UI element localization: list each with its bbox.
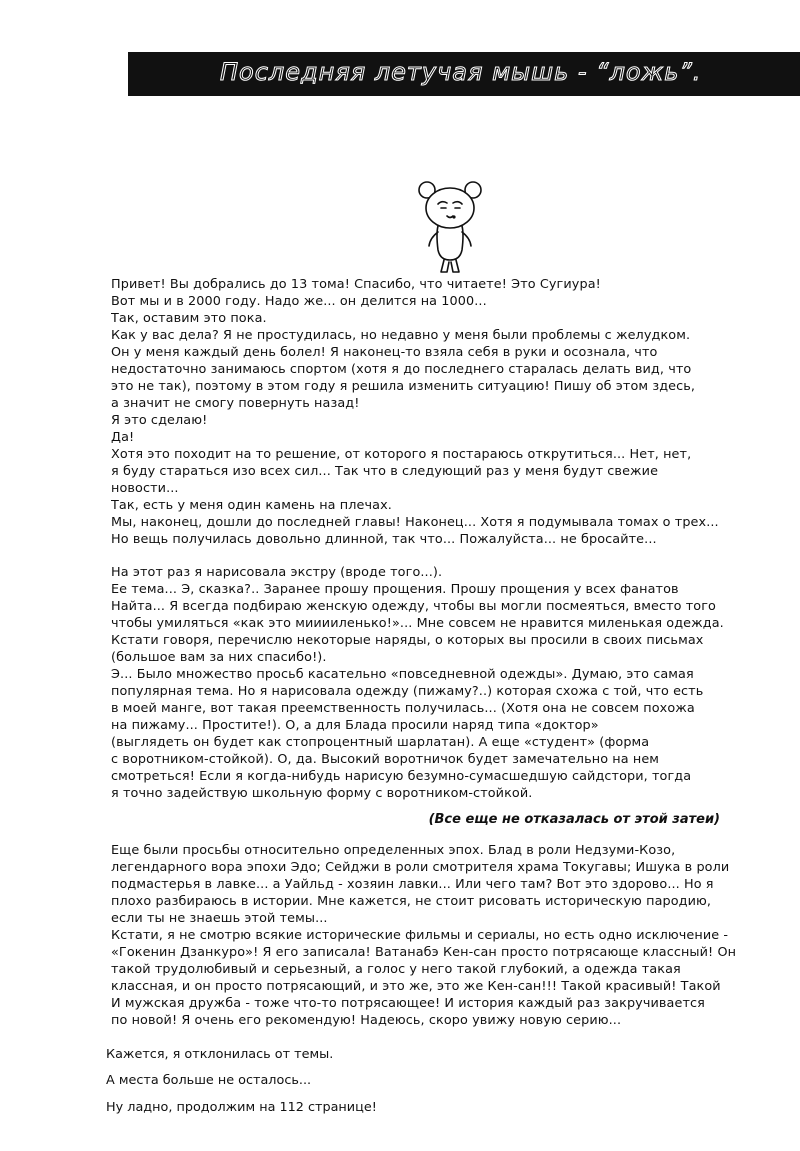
text-line: по новой! Я очень его рекомендую! Надеюсь, скоро увижу новую серию... xyxy=(111,1013,622,1028)
text-line: Он у меня каждый день болел! Я наконец-то взяла себя в руки и осознала, что xyxy=(111,345,658,360)
closing-line: А места больше не осталось... xyxy=(106,1073,312,1088)
text-line: а значит не смогу повернуть назад! xyxy=(111,396,360,411)
title-banner xyxy=(128,52,800,96)
text-line: Найта... Я всегда подбираю женскую одежду, чтобы вы могли посмеяться, вместо того xyxy=(111,599,716,614)
text-line: недостаточно занимаюсь спортом (хотя я до последнего старалась делать вид, что xyxy=(111,362,692,377)
page-title: Последняя летучая мышь - “ложь”. xyxy=(220,58,702,86)
text-line: (выглядеть он будет как стопроцентный шарлатан). А еще «студент» (форма xyxy=(111,735,650,750)
side-note: (Все еще не отказалась от этой затеи) xyxy=(428,812,720,827)
text-line: классная, и он просто потрясающий, и это же, это же Кен-сан!!! Такой красивый! Такой xyxy=(111,979,721,994)
text-line: Так, оставим это пока. xyxy=(111,311,267,326)
text-line: Да! xyxy=(111,430,135,445)
text-line: Кстати говоря, перечислю некоторые наряды, о которых вы просили в своих письмах xyxy=(111,633,704,648)
text-line: плохо разбираюсь в истории. Мне кажется, не стоит рисовать историческую пародию, xyxy=(111,894,712,909)
text-line: Ее тема... Э, сказка?.. Заранее прошу прощения. Прошу прощения у всех фанатов xyxy=(111,582,679,597)
extra-paragraph xyxy=(111,564,771,802)
text-line: На этот раз я нарисовала экстру (вроде того...). xyxy=(111,565,443,580)
text-line: Так, есть у меня один камень на плечах. xyxy=(111,498,392,513)
text-line: я буду стараться изо всех сил... Так что в следующий раз у меня будут свежие xyxy=(111,464,659,479)
text-line: Хотя это походит на то решение, от которого я постараюсь открутиться... Нет, нет, xyxy=(111,447,692,462)
intro-paragraph xyxy=(111,276,771,548)
text-line: с воротником-стойкой). О, да. Высокий воротничок будет замечательно на нем xyxy=(111,752,660,767)
text-line: И мужская дружба - тоже что-то потрясающее! И история каждый раз закручивается xyxy=(111,996,705,1011)
closing-line: Ну ладно, продолжим на 112 странице! xyxy=(106,1100,377,1115)
text-line: Еще были просьбы относительно определенных эпох. Блад в роли Недзуми-Козо, xyxy=(111,843,676,858)
text-line: если ты не знаешь этой темы... xyxy=(111,911,328,926)
text-line: это не так), поэтому в этом году я решила изменить ситуацию! Пишу об этом здесь, xyxy=(111,379,696,394)
text-line: новости... xyxy=(111,481,179,496)
closing-line: Кажется, я отклонилась от темы. xyxy=(106,1047,334,1062)
text-line: Я это сделаю! xyxy=(111,413,208,428)
text-line: чтобы умиляться «как это мииииленько!»... Мне совсем не нравится миленькая одежда. xyxy=(111,616,724,631)
text-line: (большое вам за них спасибо!). xyxy=(111,650,327,665)
text-line: Мы, наконец, дошли до последней главы! Наконец... Хотя я подумывала томах о трех... xyxy=(111,515,719,530)
text-line: Привет! Вы добрались до 13 тома! Спасибо, что читаете! Это Сугиура! xyxy=(111,277,601,292)
text-line: смотреться! Если я когда-нибудь нарисую безумно-сумасшедшую сайдстори, тогда xyxy=(111,769,692,784)
text-line: легендарного вора эпохи Эдо; Сейджи в роли смотрителя храма Токугавы; Ишука в роли xyxy=(111,860,730,875)
text-line: на пижаму... Простите!). О, а для Блада просили наряд типа «доктор» xyxy=(111,718,599,733)
text-line: Как у вас дела? Я не простудилась, но недавно у меня были проблемы с желудком. xyxy=(111,328,691,343)
text-line: «Гокенин Дзанкуро»! Я его записала! Ватанабэ Кен-сан просто потрясающе классный! Он xyxy=(111,945,737,960)
bear-character-icon xyxy=(414,180,486,278)
text-line: Э... Было множество просьб касательно «повседневной одежды». Думаю, это самая xyxy=(111,667,694,682)
text-line: такой трудолюбивый и серьезный, а голос у него такой глубокий, а одежда такая xyxy=(111,962,681,977)
text-line: Но вещь получилась довольно длинной, так что... Пожалуйста... не бросайте... xyxy=(111,532,657,547)
text-line: я точно задействую школьную форму с воротником-стойкой. xyxy=(111,786,533,801)
text-line: Вот мы и в 2000 году. Надо же... он делится на 1000... xyxy=(111,294,487,309)
text-line: популярная тема. Но я нарисовала одежду (пижаму?..) которая схожа с той, что есть xyxy=(111,684,704,699)
text-line: Кстати, я не смотрю всякие исторические фильмы и сериалы, но есть одно исключение - xyxy=(111,928,729,943)
history-paragraph xyxy=(111,842,771,1029)
text-line: в моей манге, вот такая преемственность получилась... (Хотя она не совсем похожа xyxy=(111,701,695,716)
text-line: подмастерья в лавке... а Уайльд - хозяин лавки... Или чего там? Вот это здорово... Но я xyxy=(111,877,714,892)
